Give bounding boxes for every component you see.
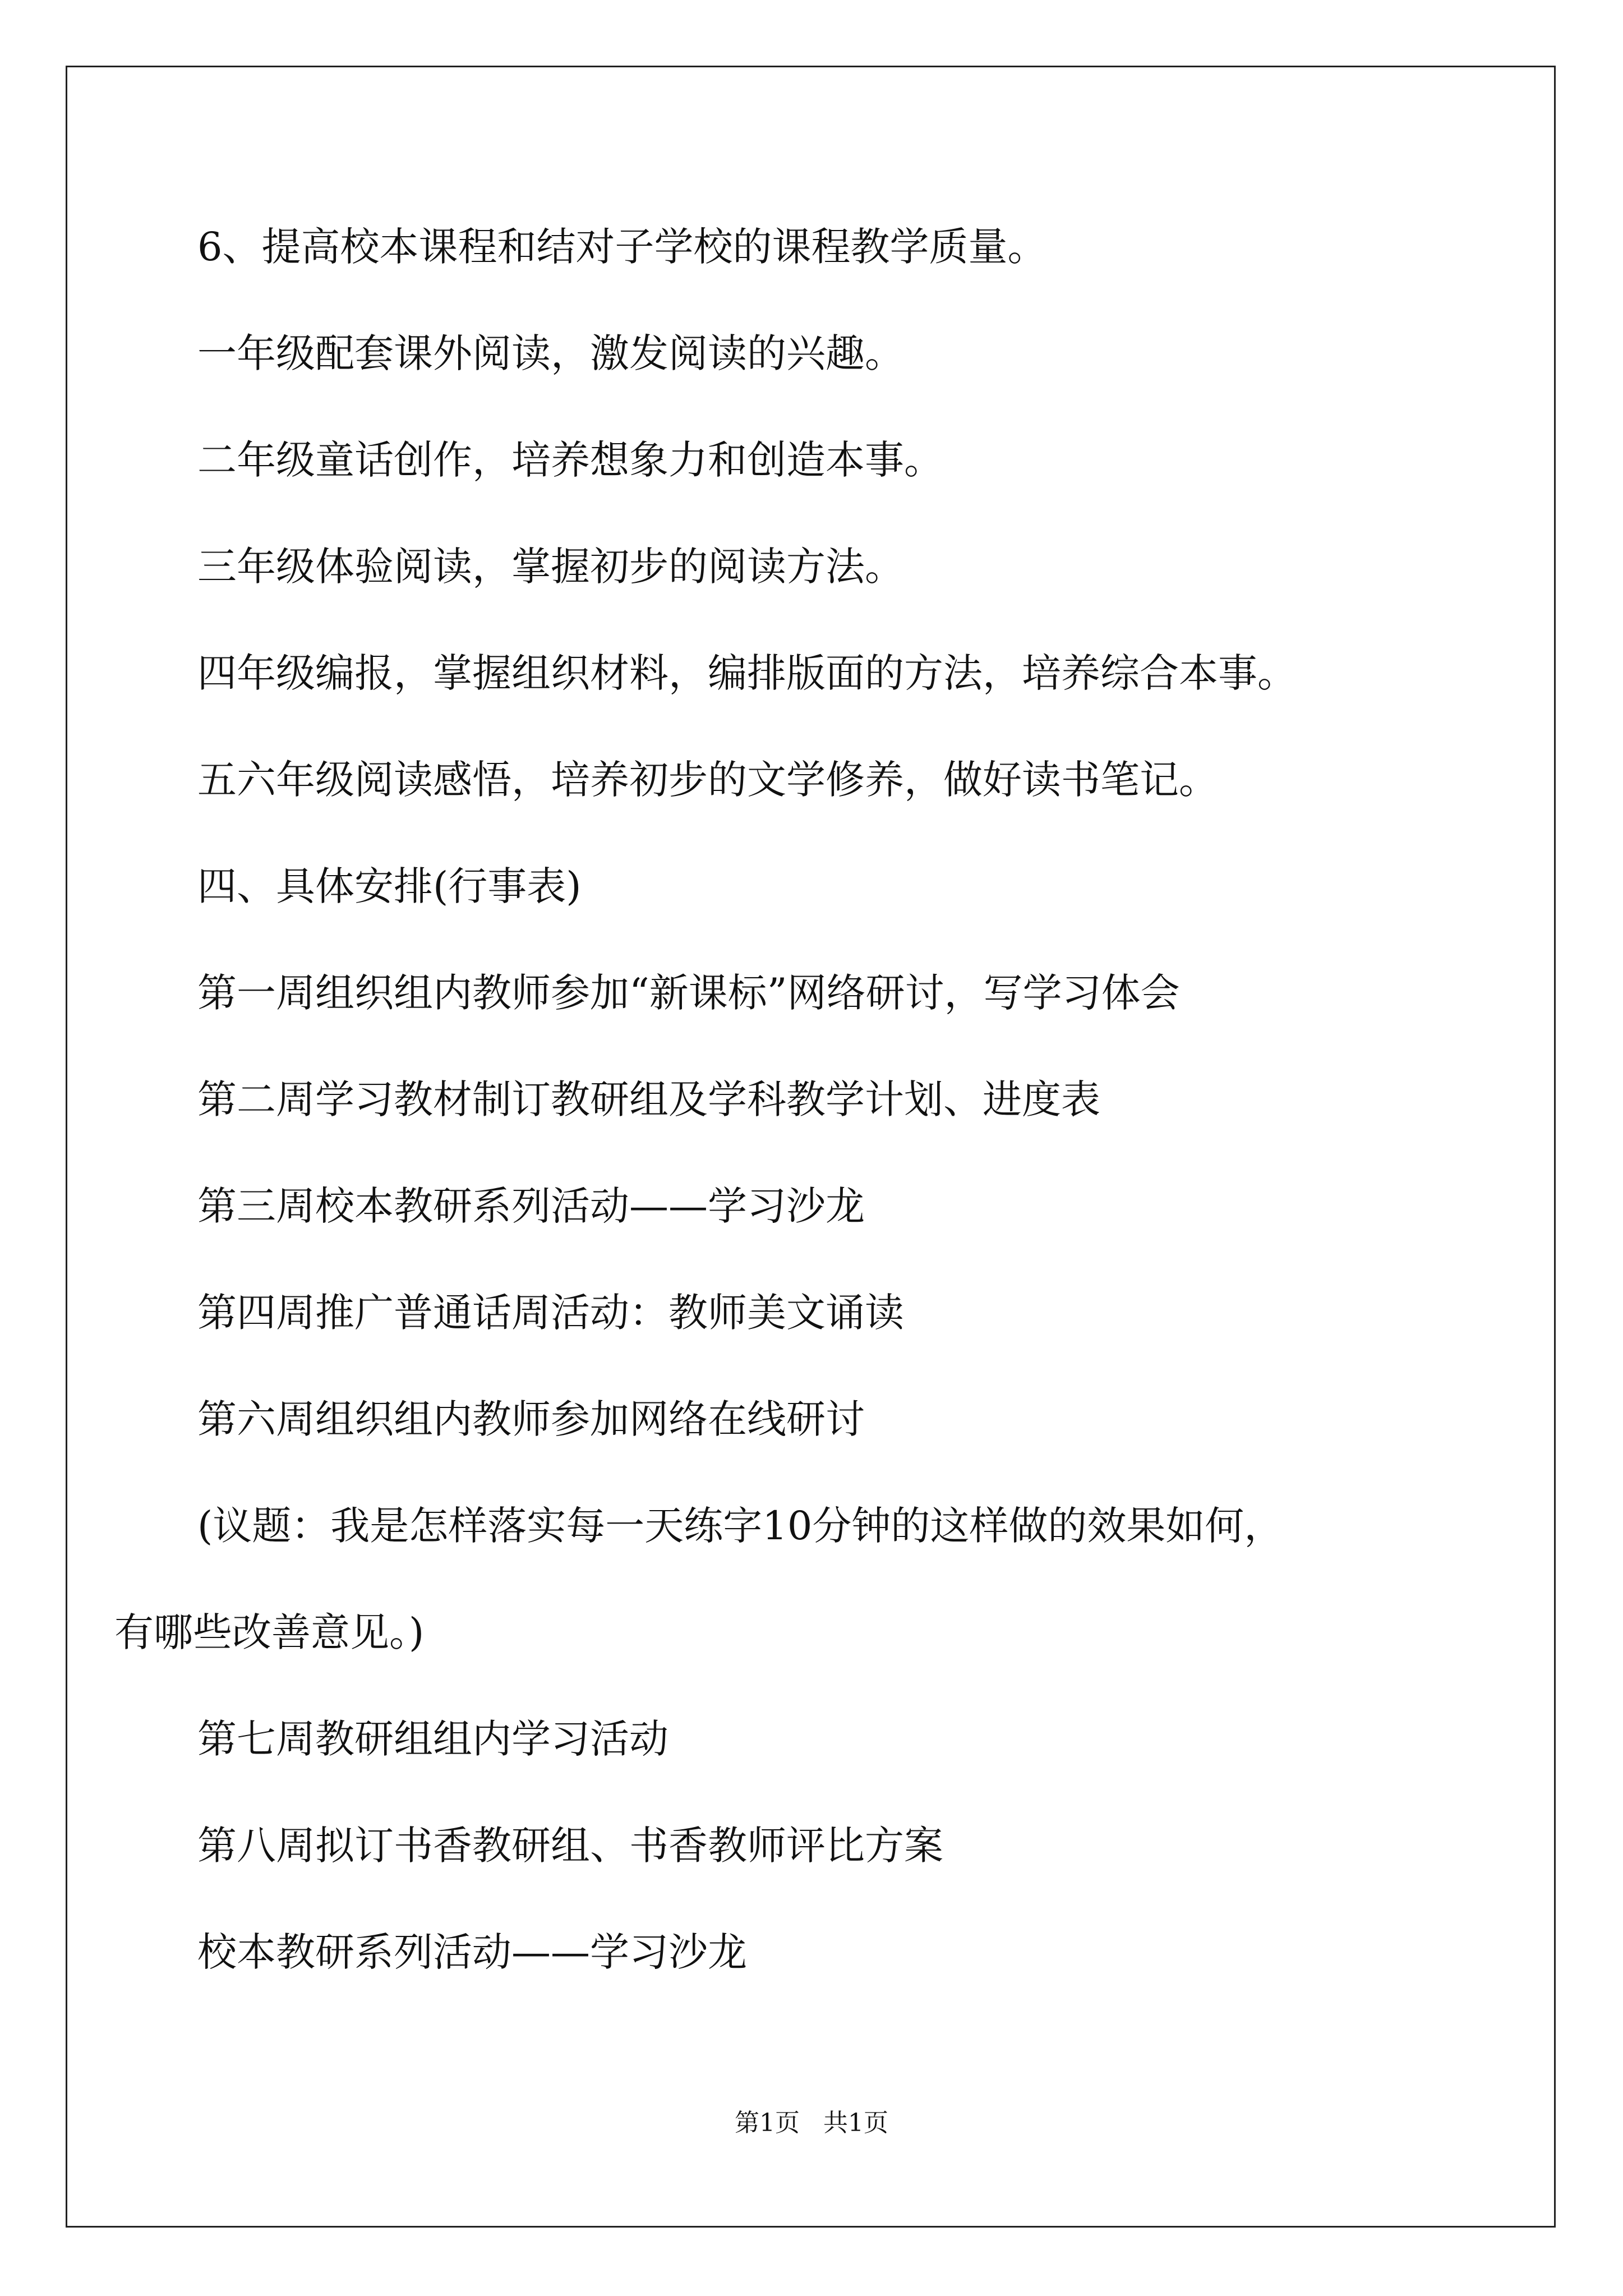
schedule-item: 第六周组织组内教师参加网络在线研讨 bbox=[197, 1396, 865, 1442]
paragraph: 二年级童话创作，培养想象力和创造本事。 bbox=[197, 437, 943, 483]
paragraph: 四年级编报，掌握组织材料，编排版面的方法，培养综合本事。 bbox=[197, 650, 1297, 696]
paragraph: 一年级配套课外阅读，激发阅读的兴趣。 bbox=[197, 330, 904, 376]
schedule-item: 第三周校本教研系列活动——学习沙龙 bbox=[197, 1183, 865, 1229]
schedule-item: 第二周学习教材制订教研组及学科教学计划、进度表 bbox=[197, 1076, 1100, 1122]
paragraph: 6、提高校本课程和结对子学校的课程教学质量。 bbox=[197, 224, 1047, 270]
schedule-note-continued: 有哪些改善意见。) bbox=[114, 1609, 425, 1655]
schedule-item: 第七周教研组组内学习活动 bbox=[197, 1716, 668, 1762]
page-border bbox=[66, 66, 1556, 2228]
schedule-item: 第八周拟订书香教研组、书香教师评比方案 bbox=[197, 1823, 943, 1869]
schedule-item: 第四周推广普通话周活动：教师美文诵读 bbox=[197, 1290, 904, 1336]
page-number: 第1页 共1页 bbox=[735, 2109, 888, 2137]
schedule-item: 校本教研系列活动——学习沙龙 bbox=[197, 1929, 747, 1975]
schedule-note: (议题：我是怎样落实每一天练字10分钟的这样做的效果如何， bbox=[197, 1503, 1284, 1549]
section-heading: 四、具体安排(行事表) bbox=[197, 863, 582, 909]
paragraph: 三年级体验阅读，掌握初步的阅读方法。 bbox=[197, 544, 904, 590]
schedule-item: 第一周组织组内教师参加“新课标”网络研讨，写学习体会 bbox=[197, 970, 1180, 1016]
paragraph: 五六年级阅读感悟，培养初步的文学修养，做好读书笔记。 bbox=[197, 757, 1218, 803]
